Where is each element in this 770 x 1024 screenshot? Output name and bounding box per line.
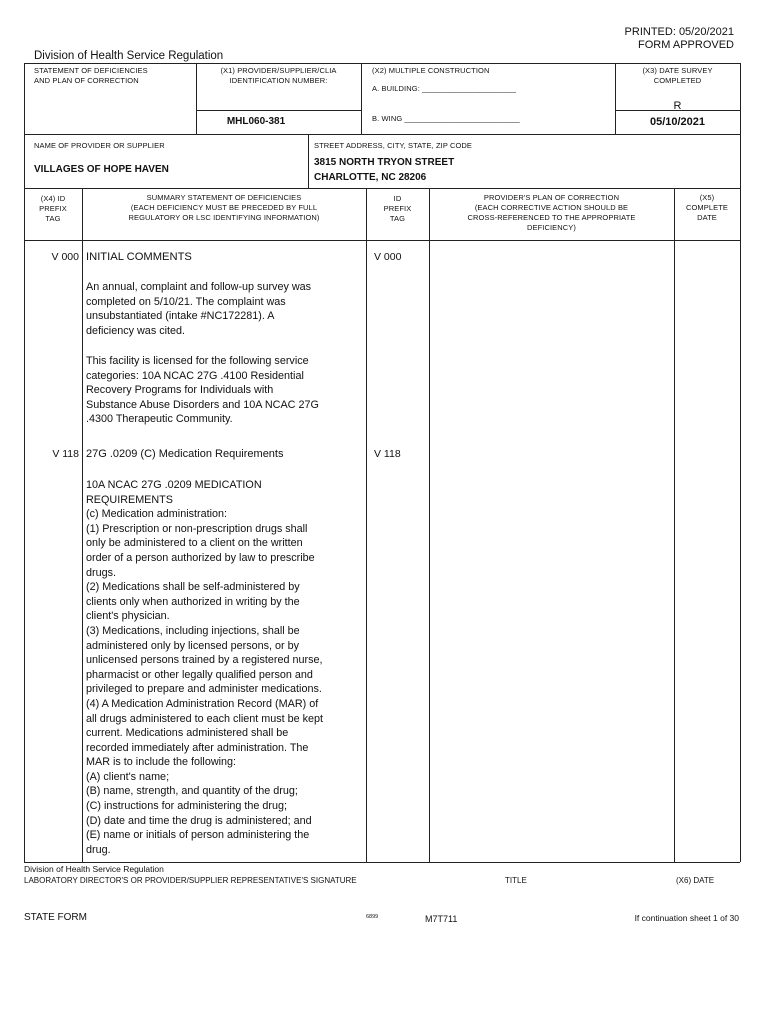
x5-header: (X5) COMPLETE DATE	[685, 193, 729, 222]
text-line: completed on 5/10/21. The complaint was	[86, 295, 286, 308]
text-line: drugs.	[86, 566, 117, 579]
form-number: 6899	[366, 914, 379, 920]
form-code: M7T711	[425, 914, 458, 924]
x3-label: (X3) DATE SURVEY COMPLETED	[642, 66, 713, 85]
text-line: REQUIREMENTS	[86, 493, 173, 506]
v118-prefix-tag: V 118	[52, 448, 79, 460]
footer-division: Division of Health Service Regulation	[24, 864, 164, 874]
text-line: (D) date and time the drug is administered; and	[86, 814, 312, 827]
building-field: A. BUILDING: ______________________	[372, 84, 517, 93]
text-line: pharmacist or other legally qualified person and	[86, 668, 313, 681]
summary-header: SUMMARY STATEMENT OF DEFICIENCIES (EACH DEFICIENCY MUST BE PRECEDED BY FULL REGULATORY OR LSC IDENTIFYING INFORMATION)	[128, 193, 320, 222]
street-address: 3815 NORTH TRYON STREET	[314, 157, 455, 168]
x4-header: (X4) ID PREFIX TAG	[39, 194, 67, 223]
continuation-sheet: If continuation sheet 1 of 30	[634, 913, 739, 923]
body-bottom-border	[24, 862, 740, 863]
v000-title: INITIAL COMMENTS	[86, 251, 192, 263]
division-heading: Division of Health Service Regulation	[34, 50, 224, 62]
text-line: recorded immediately after administration. The	[86, 741, 309, 754]
text-line: (4) A Medication Administration Record (MAR) of	[86, 697, 319, 710]
v118-id-tag: V 118	[374, 448, 401, 460]
text-line: unlicensed persons trained by a registered nurse,	[86, 654, 323, 667]
text-line: (2) Medications shall be self-administered by	[86, 581, 300, 594]
text-line: This facility is licensed for the following service	[86, 355, 309, 367]
text-line: only be administered to a client on the written	[86, 537, 303, 550]
signature-label: LABORATORY DIRECTOR'S OR PROVIDER/SUPPLIER REPRESENTATIVE'S SIGNATURE	[24, 876, 357, 885]
v000-paragraph-1	[86, 280, 364, 338]
survey-completed-date: 05/10/2021	[649, 116, 706, 128]
provider-name-label: NAME OF PROVIDER OR SUPPLIER	[34, 141, 165, 150]
printed-date: PRINTED: 05/20/2021	[624, 26, 734, 38]
provider-name: VILLAGES OF HOPE HAVEN	[34, 164, 169, 175]
x2-label: (X2) MULTIPLE CONSTRUCTION	[372, 66, 490, 75]
text-line: (E) name or initials of person administering the	[86, 829, 310, 842]
v000-id-tag: V 000	[374, 251, 402, 263]
id-header: ID PREFIX TAG	[383, 194, 412, 223]
survey-type-code: R	[673, 100, 682, 112]
summary-col-divider	[366, 188, 367, 862]
id-col-divider	[429, 188, 430, 862]
text-line: (c) Medication administration:	[86, 508, 228, 521]
text-line: all drugs administered to each client must be kept	[86, 712, 324, 725]
wing-field: B. WING ___________________________	[372, 114, 520, 123]
x6-date-label: (X6) DATE	[676, 876, 715, 885]
text-line: privileged to prepare and administer medications.	[86, 683, 322, 696]
v000-paragraph-2	[86, 354, 364, 427]
text-line: (3) Medications, including injections, shall be	[86, 624, 300, 637]
v000-prefix-tag: V 000	[51, 251, 79, 263]
text-line: administered only by licensed persons, or by	[86, 639, 300, 652]
v118-title: 27G .0209 (C) Medication Requirements	[86, 448, 284, 460]
address-label: STREET ADDRESS, CITY, STATE, ZIP CODE	[314, 141, 473, 150]
provider-row-bottom-border	[24, 188, 740, 189]
text-line: (1) Prescription or non-prescription drugs shall	[86, 522, 308, 535]
text-line: 10A NCAC 27G .0209 MEDICATION	[86, 479, 262, 491]
state-form-label: STATE FORM	[24, 912, 87, 923]
city-state-zip: CHARLOTTE, NC 28206	[314, 172, 427, 183]
text-line: order of a person authorized by law to prescribe	[86, 551, 315, 564]
plan-col-divider	[674, 188, 675, 862]
text-line: deficiency was cited.	[86, 324, 186, 337]
text-line: An annual, complaint and follow-up survey was	[86, 281, 312, 293]
form-approved: FORM APPROVED	[638, 39, 734, 51]
column-header-bottom-border	[24, 240, 740, 241]
text-line: clients only when authorized in writing by the	[86, 595, 300, 608]
text-line: current. Medications administered shall be	[86, 727, 289, 740]
provider-id-number: MHL060-381	[226, 116, 286, 127]
text-line: Substance Abuse Disorders and 10A NCAC 27G	[86, 398, 319, 411]
text-line: .4300 Therapeutic Community.	[86, 413, 233, 426]
x1-label: (X1) PROVIDER/SUPPLIER/CLIA IDENTIFICATION NUMBER:	[220, 66, 337, 85]
text-line: client's physician.	[86, 610, 170, 623]
text-line: (B) name, strength, and quantity of the drug;	[86, 785, 298, 798]
text-line: unsubstantiated (intake #NC172281). A	[86, 310, 275, 323]
text-line: drug.	[86, 843, 111, 856]
left-border	[24, 63, 25, 862]
text-line: MAR is to include the following:	[86, 756, 237, 769]
right-border	[740, 63, 741, 862]
text-line: (C) instructions for administering the drug;	[86, 800, 288, 813]
top-row-bottom-border	[24, 134, 740, 135]
text-line: (A) client's name;	[86, 770, 170, 783]
plan-header: PROVIDER'S PLAN OF CORRECTION (EACH CORRECTIVE ACTION SHOULD BE CROSS-REFERENCED TO THE APPROPRIATE DEFICIENCY)	[467, 193, 636, 232]
statement-label: STATEMENT OF DEFICIENCIES AND PLAN OF CORRECTION	[34, 66, 148, 85]
top-border	[24, 63, 740, 64]
x4-col-divider	[82, 188, 83, 862]
v118-body	[86, 478, 364, 857]
address-divider	[308, 134, 309, 188]
text-line: Recovery Programs for Individuals with	[86, 384, 274, 397]
x2-divider	[361, 63, 362, 134]
x1-inner-divider	[196, 110, 361, 111]
title-label: TITLE	[505, 876, 527, 885]
text-line: categories: 10A NCAC 27G .4100 Residential	[86, 369, 304, 382]
